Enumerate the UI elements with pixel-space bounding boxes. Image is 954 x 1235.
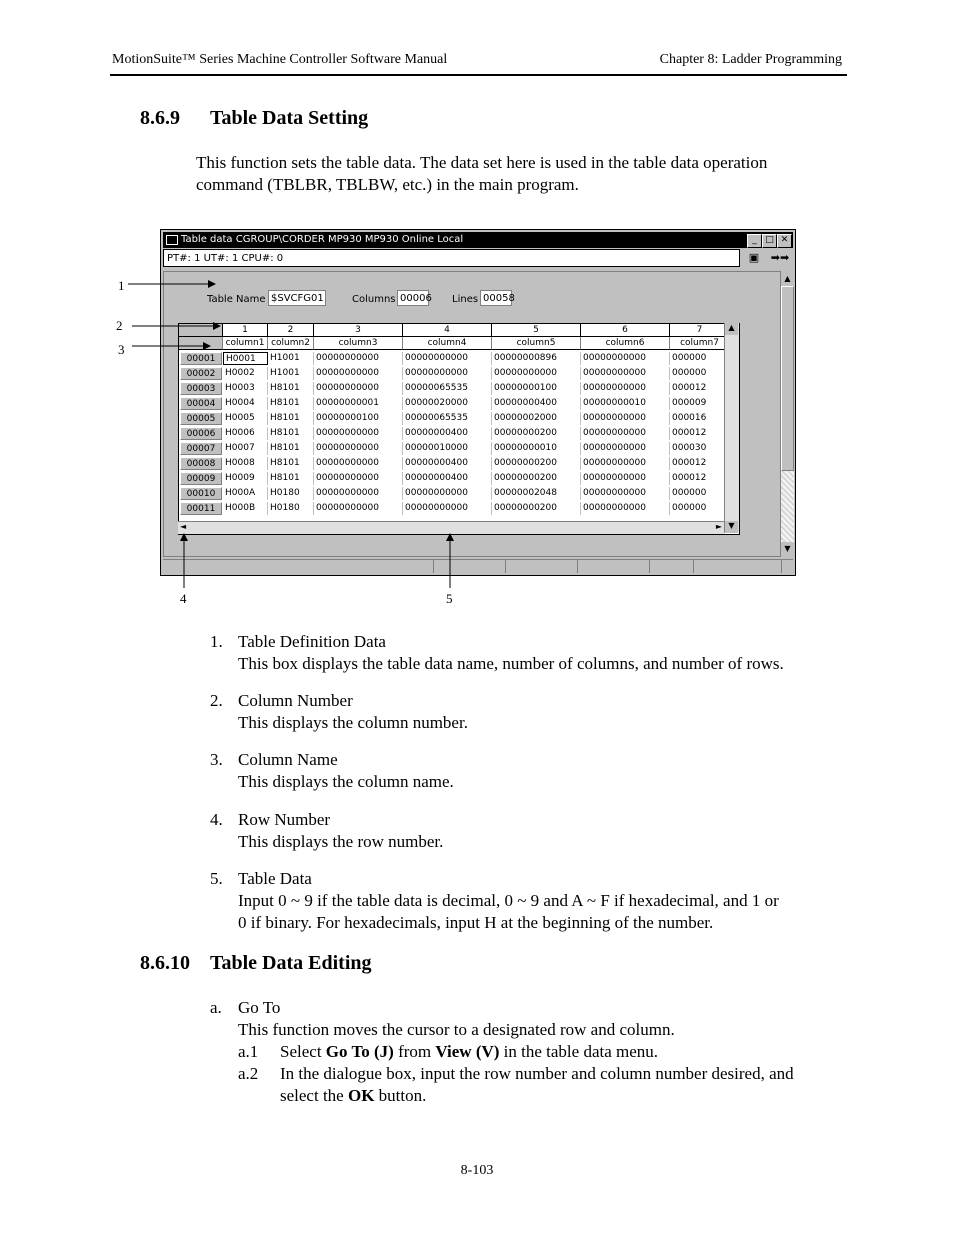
scroll-up-icon[interactable]: ▲	[725, 323, 738, 335]
table-cell[interactable]: 00000000000	[314, 442, 403, 455]
table-cell[interactable]: H8101	[268, 472, 314, 485]
table-cell[interactable]: 000012	[670, 382, 730, 395]
scroll-down-icon[interactable]: ▼	[725, 521, 738, 533]
goto-label: a.	[210, 998, 222, 1017]
item-title: Column Number	[238, 691, 353, 710]
callout-number: 1	[118, 278, 125, 293]
table-cell[interactable]: 00000000010	[492, 442, 581, 455]
table-cell[interactable]: H0003	[223, 382, 268, 395]
close-icon[interactable]: ✕	[777, 234, 792, 248]
step-bold: OK	[347, 1086, 375, 1105]
step-text: Select	[280, 1042, 326, 1061]
callout-number: 3	[118, 342, 125, 357]
item-title: Row Number	[238, 810, 331, 829]
table-cell[interactable]: 00000020000	[403, 397, 492, 410]
column-name[interactable]: column5	[492, 337, 581, 350]
column-number[interactable]: 7	[670, 324, 730, 337]
item-desc: This box displays the table data name, number of columns, and number of rows.	[238, 654, 784, 673]
step-label: a.2	[238, 1064, 259, 1083]
row-number[interactable]: 00004	[180, 397, 222, 410]
item-label: 2.	[210, 691, 223, 710]
item-desc: 0 if binary. For hexadecimals, input H at the beginning of the number.	[238, 913, 714, 932]
item-label: 1.	[210, 632, 223, 651]
column-number[interactable]: 3	[314, 324, 403, 337]
column-number[interactable]: 2	[268, 324, 314, 337]
cpu-info-bar: PT#: 1 UT#: 1 CPU#: 0	[163, 249, 740, 267]
columns-field[interactable]: 00006	[397, 290, 429, 306]
column-number[interactable]: 1	[223, 324, 268, 337]
table-cell[interactable]: 00000000000	[403, 487, 492, 500]
intro-line: This function sets the table data. The data set here is used in the table data operation	[196, 153, 768, 172]
table-cell[interactable]: H0007	[223, 442, 268, 455]
table-cell[interactable]: 00000000000	[314, 427, 403, 440]
window-scroll-up-icon[interactable]: ▲	[781, 272, 794, 286]
table-cell[interactable]: 00000000000	[314, 472, 403, 485]
table-cell[interactable]: 00000010000	[403, 442, 492, 455]
page-number: 8-103	[460, 1163, 494, 1178]
table-cell[interactable]: 00000000000	[581, 412, 670, 425]
table-cell[interactable]: H0180	[268, 502, 314, 515]
toolbar-print-icon[interactable]: ▣	[748, 251, 760, 264]
table-cell[interactable]: 00000000000	[581, 502, 670, 515]
table-cell[interactable]: 00000000000	[403, 367, 492, 380]
step-text: button.	[374, 1086, 427, 1105]
table-cell[interactable]: 00000065535	[403, 382, 492, 395]
table-cell[interactable]: 00000000000	[581, 352, 670, 365]
goto-title: Go To	[238, 998, 281, 1017]
callout-number: 5	[446, 591, 453, 606]
table-cell[interactable]: 00000000200	[492, 472, 581, 485]
item-title: Table Definition Data	[238, 632, 386, 651]
row-number[interactable]: 00007	[180, 442, 222, 455]
column-name[interactable]: column1	[223, 337, 268, 350]
callout-number: 4	[180, 591, 187, 606]
step-label: a.1	[238, 1042, 259, 1061]
table-cell[interactable]: 000016	[670, 412, 730, 425]
table-cell[interactable]: H000A	[223, 487, 268, 500]
table-cell[interactable]: H000B	[223, 502, 268, 515]
row-number[interactable]: 00009	[180, 472, 222, 485]
table-cell[interactable]: 00000000000	[581, 382, 670, 395]
table-cell[interactable]: 00000000000	[403, 502, 492, 515]
table-cell[interactable]: H0004	[223, 397, 268, 410]
table-cell[interactable]: H0009	[223, 472, 268, 485]
table-cell[interactable]: 00000000000	[314, 502, 403, 515]
item-title: Table Data	[238, 869, 312, 888]
table-cell[interactable]: 00000000400	[403, 427, 492, 440]
table-cell[interactable]: 00000000000	[581, 442, 670, 455]
table-cell[interactable]: 00000000000	[314, 367, 403, 380]
item-title: Column Name	[238, 750, 338, 769]
row-number[interactable]: 00005	[180, 412, 222, 425]
table-cell[interactable]: 00000000000	[581, 487, 670, 500]
callout-number: 2	[116, 318, 123, 333]
table-cell[interactable]: 00000000896	[492, 352, 581, 365]
table-cell[interactable]: 000000	[670, 487, 730, 500]
section-heading-table-data-editing	[140, 952, 372, 975]
maximize-icon[interactable]: □	[762, 234, 777, 248]
minimize-icon[interactable]: _	[747, 234, 762, 248]
table-cell[interactable]: 00000000000	[314, 487, 403, 500]
table-cell[interactable]: 00000000400	[492, 397, 581, 410]
table-cell[interactable]: 00000000010	[581, 397, 670, 410]
table-cell[interactable]: H8101	[268, 457, 314, 470]
table-cell[interactable]: 00000002000	[492, 412, 581, 425]
column-name[interactable]: column4	[403, 337, 492, 350]
table-cell[interactable]: 00000000001	[314, 397, 403, 410]
item-label: 3.	[210, 750, 223, 769]
table-cell[interactable]: 00000000000	[581, 427, 670, 440]
table-cell[interactable]: H8101	[268, 412, 314, 425]
lines-label: Lines	[452, 294, 479, 305]
table-cell[interactable]: H0001	[223, 352, 268, 365]
table-cell[interactable]: H0006	[223, 427, 268, 440]
table-cell[interactable]: H0002	[223, 367, 268, 380]
table-cell[interactable]: 00000000400	[403, 472, 492, 485]
row-number[interactable]: 00001	[180, 352, 222, 365]
column-number[interactable]: 6	[581, 324, 670, 337]
table-cell[interactable]: H0008	[223, 457, 268, 470]
table-cell[interactable]: 000030	[670, 442, 730, 455]
header-title: MotionSuite™ Series Machine Controller Software Manual	[112, 52, 448, 67]
column-name[interactable]: column3	[314, 337, 403, 350]
table-cell[interactable]: H8101	[268, 427, 314, 440]
table-cell[interactable]: 00000000200	[492, 502, 581, 515]
row-number[interactable]: 00002	[180, 367, 222, 380]
table-cell[interactable]: H0180	[268, 487, 314, 500]
scroll-right-icon[interactable]: ►	[715, 522, 722, 531]
step-text: from	[393, 1042, 436, 1061]
table-cell[interactable]: H1001	[268, 367, 314, 380]
table-cell[interactable]: 00000000400	[403, 457, 492, 470]
section-number: 8.6.9	[140, 107, 180, 129]
item-desc: This displays the column name.	[238, 772, 454, 791]
table-cell[interactable]: 00000002048	[492, 487, 581, 500]
intro-line: command (TBLBR, TBLBW, etc.) in the main program.	[196, 175, 579, 194]
table-cell[interactable]: 00000000100	[314, 412, 403, 425]
column-name[interactable]: column7	[670, 337, 730, 350]
table-cell[interactable]: 00000000200	[492, 457, 581, 470]
column-number[interactable]: 5	[492, 324, 581, 337]
definition-item	[210, 868, 850, 938]
scroll-left-icon[interactable]: ◄	[180, 522, 187, 531]
column-name[interactable]: column6	[581, 337, 670, 350]
header-chapter: Chapter 8: Ladder Programming	[659, 52, 842, 67]
table-cell[interactable]: H8101	[268, 382, 314, 395]
table-cell[interactable]: 000000	[670, 502, 730, 515]
column-name[interactable]: column2	[268, 337, 314, 350]
table-cell[interactable]: 00000000000	[403, 352, 492, 365]
table-cell[interactable]: H8101	[268, 442, 314, 455]
window-scroll-down-icon[interactable]: ▼	[781, 542, 794, 556]
item-label: 4.	[210, 810, 223, 829]
table-name-field[interactable]: $SVCFG01	[268, 290, 326, 306]
table-cell[interactable]: 00000000000	[581, 367, 670, 380]
step-bold: View (V)	[435, 1042, 500, 1061]
step-text: in the table data menu.	[499, 1042, 659, 1061]
row-number[interactable]: 00011	[180, 502, 222, 515]
item-desc: This displays the row number.	[238, 832, 444, 851]
table-cell[interactable]: 00000000000	[581, 472, 670, 485]
table-cell[interactable]: 000012	[670, 457, 730, 470]
row-number[interactable]: 00003	[180, 382, 222, 395]
column-number[interactable]: 4	[403, 324, 492, 337]
table-cell[interactable]: 00000065535	[403, 412, 492, 425]
table-name-label: Table Name	[207, 294, 266, 305]
window-title: Table data CGROUP\CORDER MP930 MP930 Online Local	[181, 234, 464, 245]
section-title: Table Data Setting	[210, 107, 369, 129]
toolbar-arrows-icon[interactable]: ➡➡	[770, 251, 790, 264]
table-cell[interactable]: 00000000000	[314, 382, 403, 395]
goto-desc: This function moves the cursor to a designated row and column.	[238, 1020, 675, 1039]
table-cell[interactable]: H1001	[268, 352, 314, 365]
row-number[interactable]: 00010	[180, 487, 222, 500]
row-number[interactable]: 00006	[180, 427, 222, 440]
table-cell[interactable]: 00000000000	[581, 457, 670, 470]
row-number[interactable]: 00008	[180, 457, 222, 470]
table-cell[interactable]: H0005	[223, 412, 268, 425]
step-bold: Go To (J)	[325, 1042, 394, 1061]
table-cell[interactable]: H8101	[268, 397, 314, 410]
table-cell[interactable]: 00000000000	[492, 367, 581, 380]
table-cell[interactable]: 00000000200	[492, 427, 581, 440]
section-title: Table Data Editing	[210, 952, 372, 974]
section-number: 8.6.10	[140, 952, 190, 974]
table-cell[interactable]: 00000000000	[314, 457, 403, 470]
table-cell[interactable]: 00000000100	[492, 382, 581, 395]
lines-field[interactable]: 00058	[480, 290, 512, 306]
table-cell[interactable]: 00000000000	[314, 352, 403, 365]
table-cell[interactable]: 000009	[670, 397, 730, 410]
item-desc: Input 0 ~ 9 if the table data is decimal, 0 ~ 9 and A ~ F if hexadecimal, and 1 or	[238, 891, 779, 910]
table-cell[interactable]: 000000	[670, 367, 730, 380]
step-text: select the	[280, 1086, 348, 1105]
item-desc: This displays the column number.	[238, 713, 468, 732]
table-cell[interactable]: 000012	[670, 472, 730, 485]
table-cell[interactable]: 000000	[670, 352, 730, 365]
columns-label: Columns	[352, 294, 396, 305]
step-text: In the dialogue box, input the row number and column number desired, and	[280, 1064, 794, 1083]
table-cell[interactable]: 000012	[670, 427, 730, 440]
item-label: 5.	[210, 869, 223, 888]
